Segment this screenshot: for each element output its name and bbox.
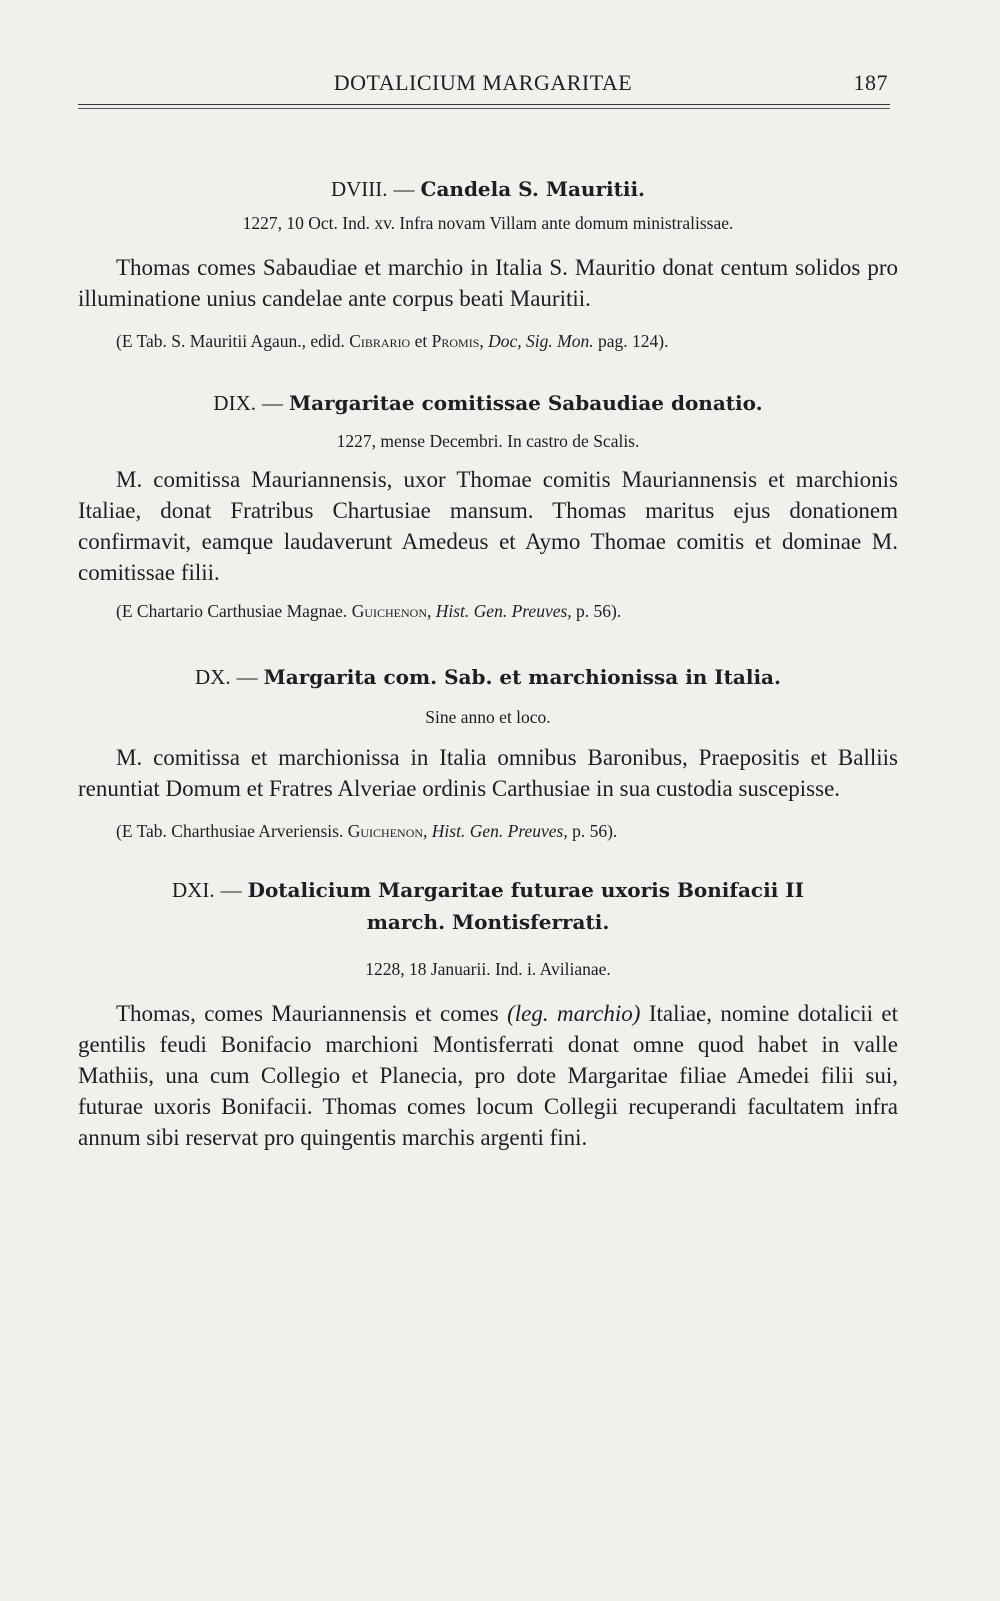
entry-name: Candela S. Mauritii. (420, 177, 646, 201)
entry-source (78, 598, 898, 624)
entry-date: Sine anno et loco. (425, 707, 551, 727)
entry-name: Margaritae comitissae Sabaudiae donatio. (288, 391, 763, 415)
entry-number: DIX. (213, 391, 256, 415)
running-title: DOTALICIUM MARGARITAE (333, 70, 633, 95)
page-content (78, 174, 898, 1153)
source-work: Hist. Gen. Preuves, (431, 821, 568, 841)
source-prefix: (E Tab. S. Mauritii Agaun., edid. (116, 331, 345, 351)
entry-title (78, 174, 898, 204)
entry-number: DX. (195, 665, 231, 689)
page-number: 187 (853, 70, 888, 95)
entry-dix (78, 388, 898, 624)
entry-dxi (78, 874, 898, 1153)
entry-name: Margarita com. Sab. et marchionissa in Italia. (263, 665, 781, 689)
entry-body: M. comitissa et marchionissa in Italia omnibus Baronibus, Praepositis et Balliis renuntiat Domum et Fratres Alveriae ordinis Carthusiae in sua custodia suscepisse. (78, 745, 898, 801)
entry-dx (78, 662, 898, 844)
source-suffix: pag. 124). (597, 331, 669, 351)
entry-dviii (78, 174, 898, 354)
entry-dash: — (236, 665, 258, 689)
header-rule-thin (78, 108, 890, 109)
source-and: et (414, 331, 428, 351)
entry-dash: — (220, 878, 242, 902)
source-author: Guichenon, (347, 821, 428, 841)
entry-title (78, 874, 898, 938)
entry-number: DXI. (172, 878, 215, 902)
source-suffix: p. 56). (576, 601, 622, 621)
entry-body (78, 998, 898, 1153)
source-suffix: p. 56). (572, 821, 618, 841)
entry-body-emendation: (leg. marchio) (507, 1001, 641, 1026)
entry-body-rest: Italiae, nomine dotalicii et gentilis feudi Bonifacio marchioni Montisferrati donat omne quod habet in valle Mathiis, una cum Collegio et Planecia, pro dote Margaritae filiae Amedei filii sui, futurae uxoris Bonifacii. Thomas comes locum Collegii recuperandi facultatem infra annum sibi reservat pro quingentis marchis argenti fini. (78, 1001, 899, 1150)
entry-name-line-1: Dotalicium Margaritae futurae uxoris Bonifacii II (247, 878, 804, 902)
entry-date: 1228, 18 Januarii. Ind. i. Avilianae. (365, 959, 611, 979)
entry-source (78, 818, 898, 844)
entry-number: DVIII. (330, 177, 388, 201)
source-work: Hist. Gen. Preuves, (435, 601, 572, 621)
entry-title (78, 662, 898, 692)
source-author: Cibrario (349, 331, 411, 351)
entry-dash: — (261, 391, 283, 415)
entry-title (78, 388, 898, 418)
source-prefix: (E Tab. Charthusiae Arveriensis. (116, 821, 344, 841)
entry-body: Thomas comes Sabaudiae et marchio in Italia S. Mauritio donat centum solidos pro illuminatione unius candelae ante corpus beati Mauritii. (78, 255, 898, 311)
entry-date: 1227, 10 Oct. Ind. xv. Infra novam Villam ante domum ministralissae. (242, 213, 734, 233)
source-prefix: (E Chartario Carthusiae Magnae. (116, 601, 348, 621)
entry-body-start: Thomas, comes Mauriannensis et comes (116, 1001, 499, 1026)
entry-dash: — (393, 177, 415, 201)
header-rule (78, 104, 890, 105)
entry-source (78, 328, 898, 354)
source-author-2: Promis, (431, 331, 484, 351)
entry-body: M. comitissa Mauriannensis, uxor Thomae comitis Mauriannensis et marchionis Italiae, donat Fratribus Chartusiae mansum. Thomas maritus ejus donationem confirmavit, eamque laudaverunt Amedeus et Aymo Thomae comitis et dominae M. comitissae filii. (78, 467, 898, 585)
source-work: Doc, Sig. Mon. (488, 331, 594, 351)
source-author: Guichenon, (351, 601, 432, 621)
entry-name-line-2: march. Montisferrati. (366, 910, 610, 934)
running-head (78, 70, 888, 100)
entry-date: 1227, mense Decembri. In castro de Scalis. (336, 431, 640, 451)
